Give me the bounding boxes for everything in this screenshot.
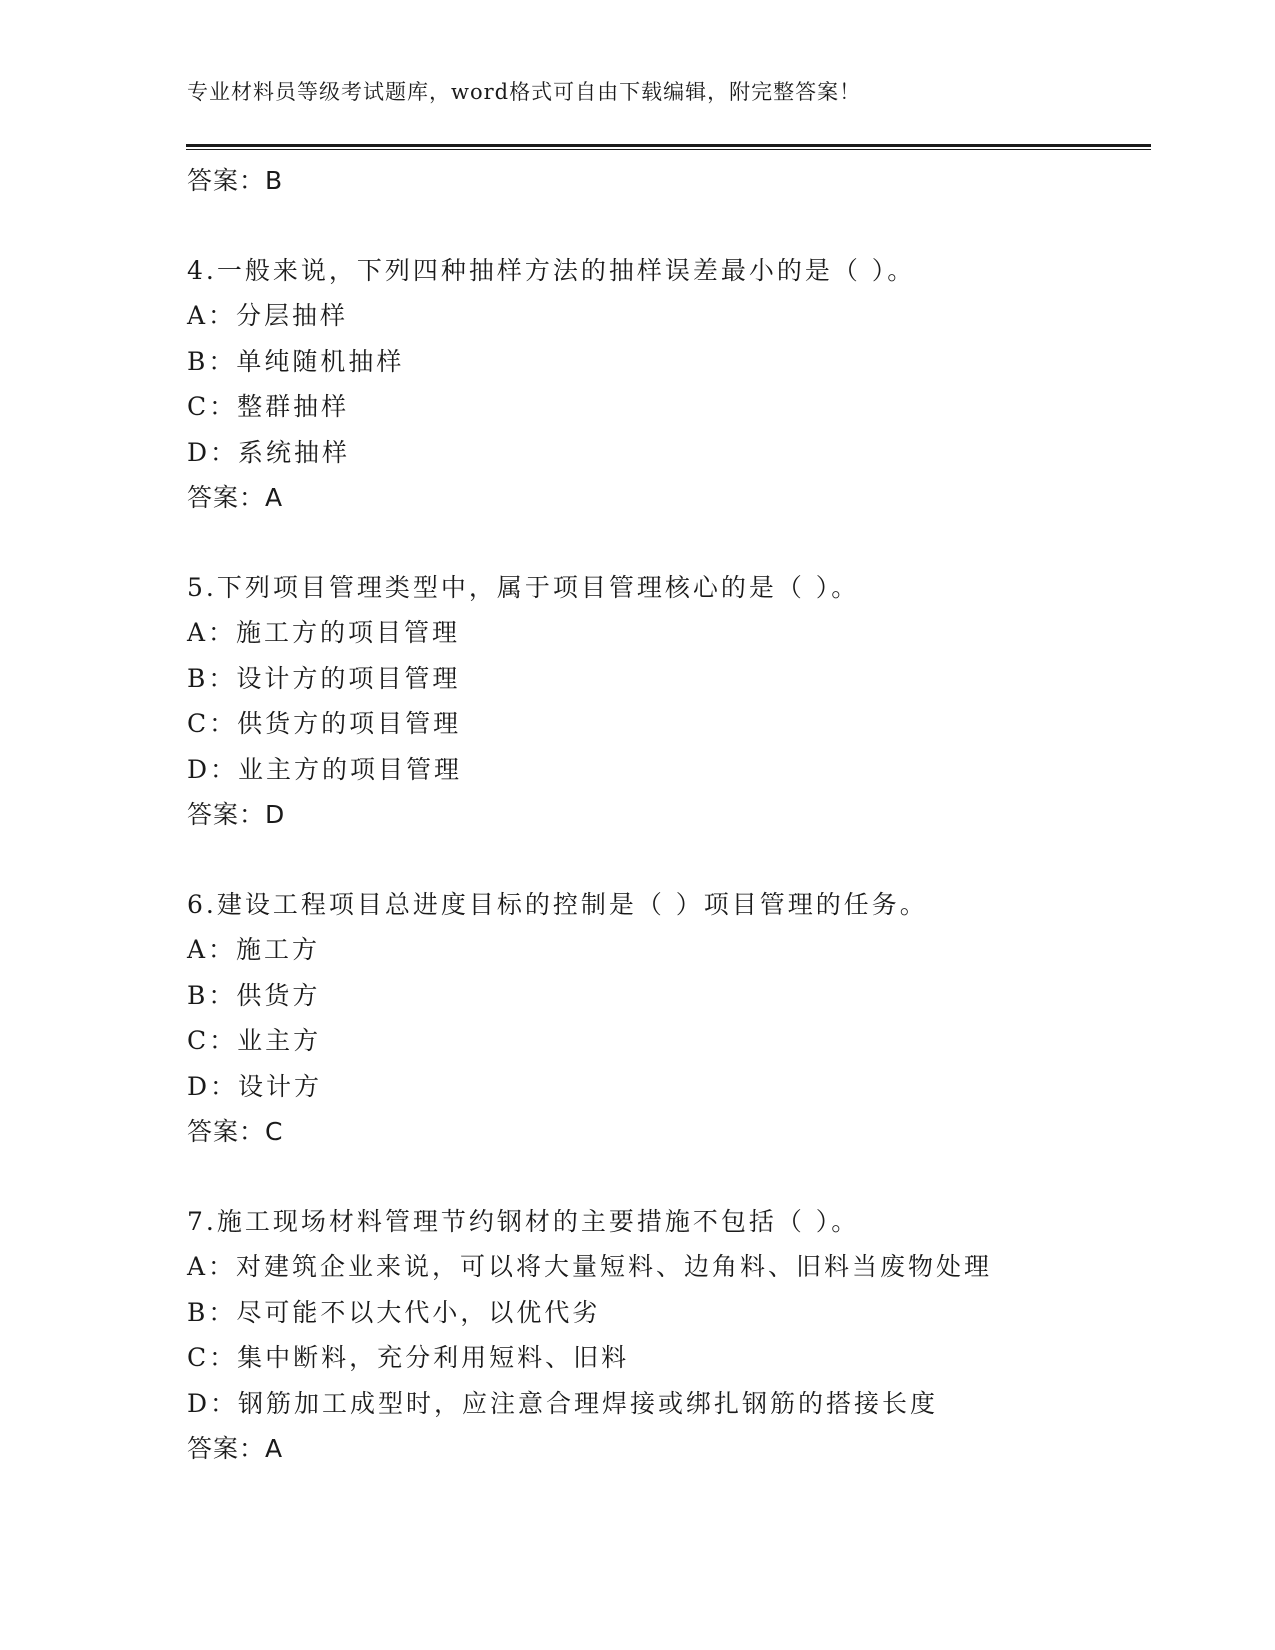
answer: 答案：C — [187, 1117, 284, 1146]
option-c: C：供货方的项目管理 — [187, 709, 462, 738]
header-divider — [186, 144, 1151, 147]
question-block — [187, 565, 1147, 838]
option-c: C：集中断料，充分利用短料、旧料 — [187, 1343, 630, 1372]
option-c: C：整群抽样 — [187, 392, 350, 421]
option-a: A：分层抽样 — [187, 301, 349, 330]
question-block — [187, 1199, 1147, 1472]
option-d: D：系统抽样 — [187, 437, 351, 467]
option-d: D：业主方的项目管理 — [187, 754, 463, 784]
question-stem: 4.一般来说，下列四种抽样方法的抽样误差最小的是（ ）。 — [187, 255, 916, 285]
page-header: 专业材料员等级考试题库，word格式可自由下载编辑，附完整答案！ — [187, 80, 862, 104]
answer: 答案：A — [187, 1434, 284, 1463]
option-d: D：钢筋加工成型时，应注意合理焊接或绑扎钢筋的搭接长度 — [187, 1388, 939, 1418]
option-b: B：供货方 — [187, 980, 321, 1010]
question-block — [187, 248, 1147, 521]
option-b: B：尽可能不以大代小，以优代劣 — [187, 1297, 601, 1327]
option-a: A：施工方的项目管理 — [187, 618, 461, 647]
question-stem: 7.施工现场材料管理节约钢材的主要措施不包括（ ）。 — [187, 1206, 860, 1236]
option-b: B：设计方的项目管理 — [187, 663, 461, 693]
question-stem: 5.下列项目管理类型中，属于项目管理核心的是（ ）。 — [187, 572, 860, 602]
option-b: B：单纯随机抽样 — [187, 346, 405, 376]
question-stem: 6.建设工程项目总进度目标的控制是（ ）项目管理的任务。 — [187, 889, 928, 919]
question-list — [187, 158, 1147, 1472]
header-divider-thin — [186, 149, 1151, 150]
answer: 答案：A — [187, 483, 284, 512]
option-a: A：施工方 — [187, 935, 321, 964]
option-c: C：业主方 — [187, 1026, 322, 1055]
option-a: A：对建筑企业来说，可以将大量短料、边角料、旧料当废物处理 — [187, 1252, 993, 1281]
previous-answer: 答案：B — [187, 166, 284, 195]
answer: 答案：D — [187, 800, 286, 829]
question-block — [187, 882, 1147, 1155]
option-d: D：设计方 — [187, 1071, 323, 1101]
